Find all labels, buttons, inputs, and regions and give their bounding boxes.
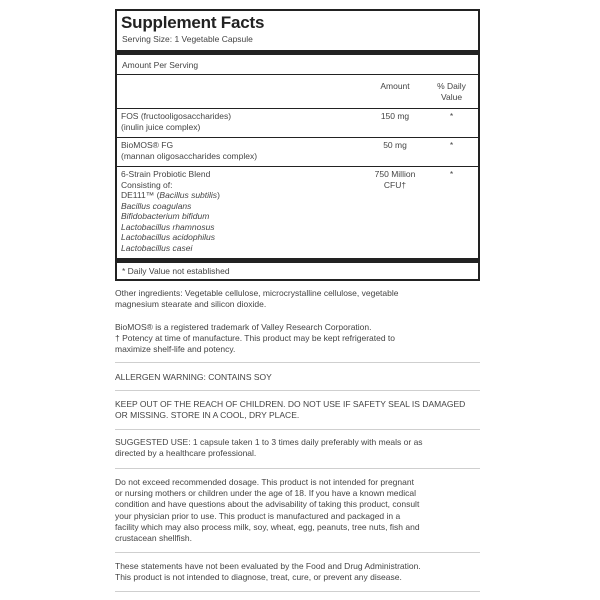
column-header-dv: % Daily Value [437,81,466,102]
dosage-warning: Do not exceed recommended dosage. This product is not intended for pregnant or nursing mothers or children under the age of 18. If you have a known medical condition and have questions about the advisability of taking this product, consult your physician prior to use. This product is manufactured and packaged in a facility which may also process milk, soy, wheat, egg, peanuts, tree nuts, fish and crustacean shellfish. [115,477,420,544]
ingredient-amount: 50 mg [383,140,407,150]
fda-disclaimer: These statements have not been evaluated by the Food and Drug Administration. This product is not intended to diagnose, treat, cure, or prevent any disease. [115,561,421,583]
section-divider [115,362,480,363]
table-row [117,138,478,166]
ingredient-name: BioMOS® FG [121,140,174,150]
section-divider [115,552,480,553]
daily-value-note: * Daily Value not established [122,266,230,276]
serving-size: Serving Size: 1 Vegetable Capsule [122,34,253,44]
panel-title: Supplement Facts [121,13,265,32]
ingredient-name: 6-Strain Probiotic Blend [121,169,211,179]
column-header-amount: Amount [380,81,410,91]
trademark-note: BioMOS® is a registered trademark of Valley Research Corporation. † Potency at time of manufacture. This product may be kept refrigerated to maximize shelf-life and potency. [115,322,396,355]
strain-item: Lactobacillus acidophilus [121,232,216,242]
ingredient-dv: * [449,169,454,179]
table-row [117,167,478,258]
supplement-facts-panel [115,9,480,281]
ingredient-detail: Consisting of: [121,179,173,190]
strain-item: Lactobacillus casei [121,242,193,253]
keep-out-warning: KEEP OUT OF THE REACH OF CHILDREN. DO NOT USE IF SAFETY SEAL IS DAMAGED OR MISSING. STORE IN A COOL, DRY PLACE. [115,399,466,421]
ingredient-name: FOS (fructooligosaccharides) [121,111,232,121]
strain-item: DE111™ (Bacillus subtilis) [121,190,220,200]
ingredient-detail: (inulin juice complex) [121,121,201,132]
strain-item: Bifidobacterium bifidum [121,211,210,221]
ingredient-amount: 150 mg [380,111,410,121]
ingredient-amount: 750 Million CFU† [374,169,416,190]
strain-item: Bacillus coagulans [121,200,192,211]
table-header [117,75,478,108]
suggested-use: SUGGESTED USE: 1 capsule taken 1 to 3 times daily preferably with meals or as directed by a healthcare professional. [115,437,423,459]
ingredient-dv: * [449,111,454,121]
ingredient-dv: * [449,140,454,150]
ingredient-detail: (mannan oligosaccharides complex) [121,150,258,161]
strain-item: Lactobacillus rhamnosus [121,221,215,232]
allergen-warning: ALLERGEN WARNING: CONTAINS SOY [115,372,272,382]
other-ingredients: Other ingredients: Vegetable cellulose, microcrystalline cellulose, vegetable magnesium stearate and silicon dioxide. [115,288,399,310]
amount-per-serving: Amount Per Serving [122,60,199,70]
section-divider [115,390,480,391]
section-divider [115,591,480,592]
section-divider [115,429,480,430]
table-row [117,109,478,137]
section-divider [115,468,480,469]
